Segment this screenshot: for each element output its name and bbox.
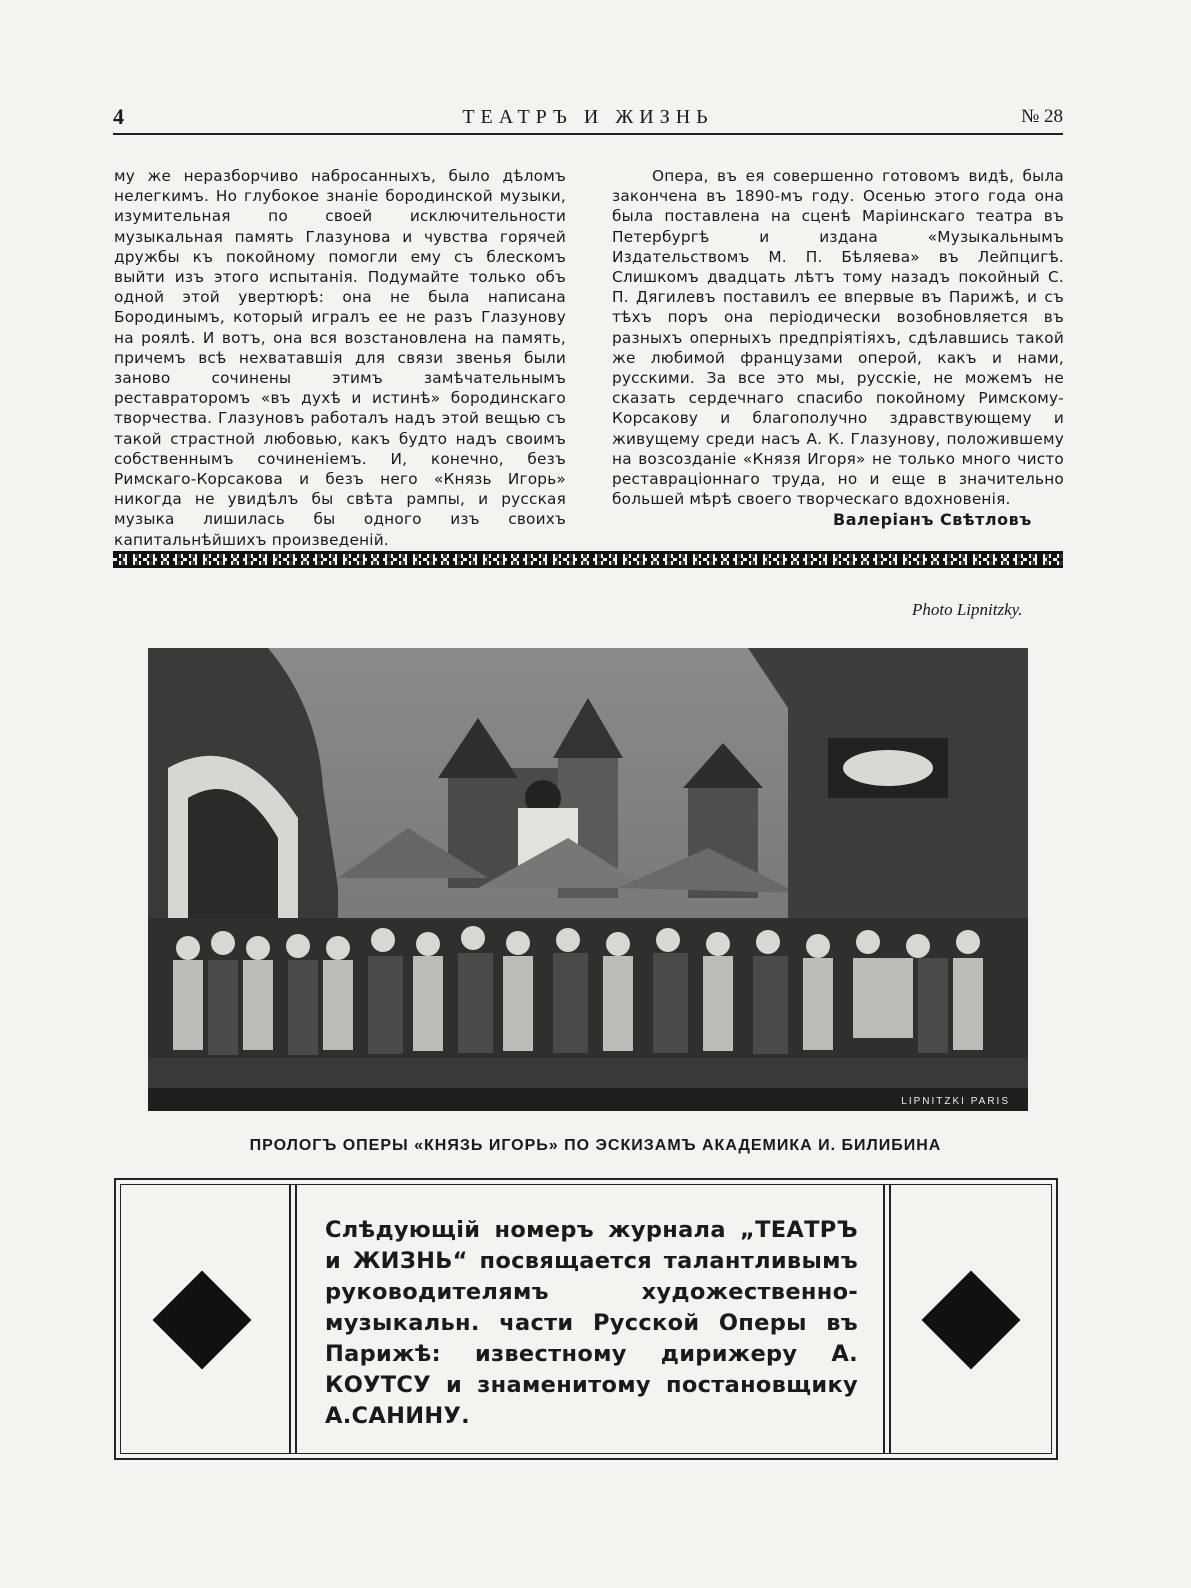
author-signature: Валеріанъ Свѣтловъ <box>833 510 1032 529</box>
diamond-ornament-left-icon <box>153 1271 252 1370</box>
page-number: 4 <box>113 104 124 129</box>
stage-photograph <box>148 648 1028 1111</box>
announcement-box <box>114 1178 1058 1460</box>
stage-scene-image <box>148 648 1028 1111</box>
ornamental-divider <box>113 551 1063 568</box>
header-rule <box>113 133 1063 135</box>
right-column <box>612 166 1064 509</box>
left-column <box>114 166 566 550</box>
page-header <box>113 104 1063 134</box>
photo-watermark: LIPNITZKI PARIS <box>901 1096 1010 1107</box>
right-column-text: Опера, въ ея совершенно готовомъ видѣ, была закончена въ 1890-мъ году. Осенью этого года она была поставлена на сценѣ Маріинскаго театра въ Петербургѣ и издана «Музыкальнымъ Издательствомъ М. П. Бѣляева» въ Лейпцигѣ. Слишкомъ двадцать лѣтъ тому назадъ покойный С. П. Дягилевъ поставилъ ее впервые въ Парижѣ, и съ тѣхъ поръ она періодически возобновляется въ разныхъ оперныхъ предпріятіяхъ, сдѣлавшись такой же любимой французами оперой, какъ и нами, русскими. За все это мы, русскіе, не можемъ не сказать сердечнаго спасибо покойному Римскому-Корсакову и благополучно здравствующему и живущему среди насъ А. К. Глазунову, положившему на возсозданіе «Князя Игоря» не только много чисто реставраціоннаго труда, но и еще в значительно большей мѣрѣ своего творческаго вдохновенія. <box>612 167 1064 509</box>
diamond-ornament-right-icon <box>922 1271 1021 1370</box>
photo-credit: Photo Lipnitzky. <box>912 600 1023 619</box>
magazine-title: ТЕАТРЪ И ЖИЗНЬ <box>462 106 714 128</box>
issue-number: № 28 <box>1021 106 1063 127</box>
announcement-text: Слѣдующій номеръ журнала „ТЕАТРЪ и ЖИЗНЬ“ посвящается талантливымъ руководителямъ художественно-музыкальн. части Русской Оперы въ Парижѣ: известному дирижеру А. КОУТСУ и знаменитому постановщику А.САНИНУ. <box>325 1217 858 1429</box>
photo-caption: ПРОЛОГЪ ОПЕРЫ «КНЯЗЬ ИГОРЬ» ПО ЭСКИЗАМЪ АКАДЕМИКА И. БИЛИБИНА <box>249 1137 942 1154</box>
left-column-text: му же неразборчиво набросанныхъ, было дѣломъ нелегкимъ. Но глубокое знаніе бородинской музыки, изумительная по своей исключительности музыкальная память Глазунова и чувства горячей дружбы къ покойному помогли ему съ блескомъ выйти изъ этого испытанія. Подумайте только объ одной этой увертюрѣ: она не была написана Бородинымъ, который игралъ ее не разъ Глазунову на роялѣ. И вотъ, она вся возстановлена на память, причемъ всѣ нехватавшія для связи звенья были заново сочинены этимъ замѣчательнымъ реставраторомъ «въ духѣ и истинѣ» бородинскаго творчества. Глазуновъ работалъ надъ этой вещью съ такой страстной любовью, какъ будто надъ своимъ собственнымъ сочиненіемъ. И, конечно, безъ Римскаго-Корсакова и безъ него «Князь Игорь» никогда не увидѣлъ бы свѣта рампы, и русская музыка лишилась бы одного изъ своихъ капитальнѣйшихъ произведеній. <box>114 167 566 549</box>
announcement-inner-frame <box>120 1184 1052 1454</box>
